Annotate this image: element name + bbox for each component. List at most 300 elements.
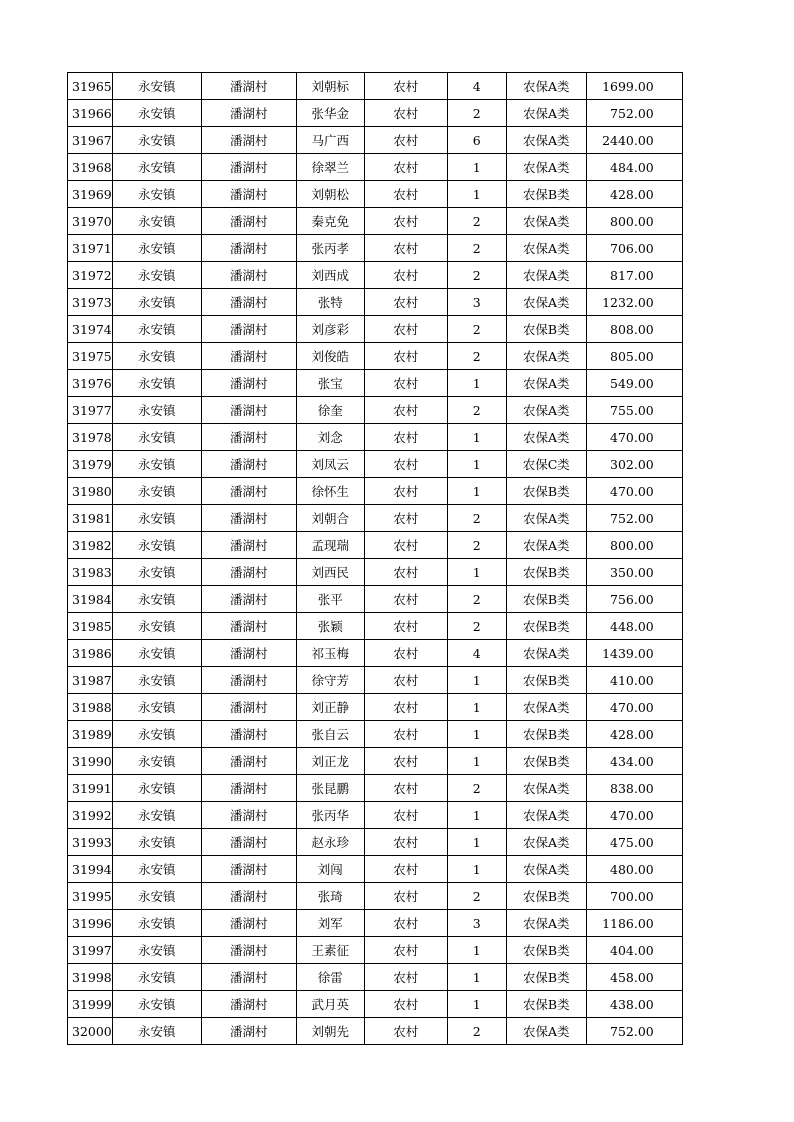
record-id-cell: 31989 xyxy=(68,721,113,748)
name-cell: 张昆鹏 xyxy=(296,775,364,802)
insurance-category-cell: 农保A类 xyxy=(506,127,586,154)
name-cell: 刘西成 xyxy=(296,262,364,289)
table-row xyxy=(68,694,683,721)
record-id-cell: 31983 xyxy=(68,559,113,586)
member-count-cell: 1 xyxy=(447,667,506,694)
village-cell: 潘湖村 xyxy=(201,937,296,964)
village-cell: 潘湖村 xyxy=(201,316,296,343)
member-count-cell: 1 xyxy=(447,694,506,721)
member-count-cell: 2 xyxy=(447,505,506,532)
village-cell: 潘湖村 xyxy=(201,262,296,289)
record-id-cell: 31995 xyxy=(68,883,113,910)
record-id-cell: 31998 xyxy=(68,964,113,991)
amount-cell: 800.00 xyxy=(586,532,682,559)
member-count-cell: 2 xyxy=(447,343,506,370)
household-type-cell: 农村 xyxy=(364,397,447,424)
record-id-cell: 31965 xyxy=(68,73,113,100)
name-cell: 祁玉梅 xyxy=(296,640,364,667)
name-cell: 武月英 xyxy=(296,991,364,1018)
town-cell: 永安镇 xyxy=(112,748,201,775)
name-cell: 徐奎 xyxy=(296,397,364,424)
town-cell: 永安镇 xyxy=(112,1018,201,1045)
insurance-category-cell: 农保A类 xyxy=(506,235,586,262)
town-cell: 永安镇 xyxy=(112,640,201,667)
table-row xyxy=(68,127,683,154)
record-id-cell: 31982 xyxy=(68,532,113,559)
household-type-cell: 农村 xyxy=(364,451,447,478)
insurance-category-cell: 农保A类 xyxy=(506,802,586,829)
name-cell: 刘朝先 xyxy=(296,1018,364,1045)
insurance-category-cell: 农保A类 xyxy=(506,370,586,397)
table-row xyxy=(68,964,683,991)
village-cell: 潘湖村 xyxy=(201,73,296,100)
insurance-category-cell: 农保A类 xyxy=(506,262,586,289)
record-id-cell: 31974 xyxy=(68,316,113,343)
town-cell: 永安镇 xyxy=(112,289,201,316)
amount-cell: 475.00 xyxy=(586,829,682,856)
village-cell: 潘湖村 xyxy=(201,424,296,451)
insurance-category-cell: 农保B类 xyxy=(506,667,586,694)
town-cell: 永安镇 xyxy=(112,613,201,640)
insurance-category-cell: 农保B类 xyxy=(506,991,586,1018)
town-cell: 永安镇 xyxy=(112,910,201,937)
amount-cell: 470.00 xyxy=(586,694,682,721)
table-row xyxy=(68,154,683,181)
member-count-cell: 6 xyxy=(447,127,506,154)
town-cell: 永安镇 xyxy=(112,802,201,829)
member-count-cell: 4 xyxy=(447,73,506,100)
name-cell: 张丙孝 xyxy=(296,235,364,262)
name-cell: 刘凤云 xyxy=(296,451,364,478)
table-row xyxy=(68,937,683,964)
record-id-cell: 31986 xyxy=(68,640,113,667)
insurance-category-cell: 农保A类 xyxy=(506,775,586,802)
table-row xyxy=(68,424,683,451)
amount-cell: 480.00 xyxy=(586,856,682,883)
village-cell: 潘湖村 xyxy=(201,883,296,910)
record-id-cell: 31973 xyxy=(68,289,113,316)
table-row xyxy=(68,586,683,613)
insurance-category-cell: 农保B类 xyxy=(506,613,586,640)
amount-cell: 817.00 xyxy=(586,262,682,289)
town-cell: 永安镇 xyxy=(112,991,201,1018)
insurance-category-cell: 农保B类 xyxy=(506,964,586,991)
amount-cell: 752.00 xyxy=(586,505,682,532)
table-row xyxy=(68,883,683,910)
town-cell: 永安镇 xyxy=(112,424,201,451)
village-cell: 潘湖村 xyxy=(201,640,296,667)
insurance-category-cell: 农保B类 xyxy=(506,586,586,613)
name-cell: 张颖 xyxy=(296,613,364,640)
household-type-cell: 农村 xyxy=(364,748,447,775)
village-cell: 潘湖村 xyxy=(201,478,296,505)
village-cell: 潘湖村 xyxy=(201,964,296,991)
amount-cell: 2440.00 xyxy=(586,127,682,154)
record-id-cell: 31988 xyxy=(68,694,113,721)
name-cell: 刘正龙 xyxy=(296,748,364,775)
household-type-cell: 农村 xyxy=(364,694,447,721)
village-cell: 潘湖村 xyxy=(201,586,296,613)
member-count-cell: 1 xyxy=(447,856,506,883)
village-cell: 潘湖村 xyxy=(201,775,296,802)
record-id-cell: 31997 xyxy=(68,937,113,964)
record-id-cell: 31977 xyxy=(68,397,113,424)
town-cell: 永安镇 xyxy=(112,667,201,694)
member-count-cell: 1 xyxy=(447,802,506,829)
name-cell: 刘俊皓 xyxy=(296,343,364,370)
household-type-cell: 农村 xyxy=(364,343,447,370)
amount-cell: 410.00 xyxy=(586,667,682,694)
town-cell: 永安镇 xyxy=(112,505,201,532)
table-row xyxy=(68,748,683,775)
village-cell: 潘湖村 xyxy=(201,721,296,748)
record-id-cell: 31980 xyxy=(68,478,113,505)
amount-cell: 470.00 xyxy=(586,424,682,451)
table-row xyxy=(68,73,683,100)
record-id-cell: 31971 xyxy=(68,235,113,262)
name-cell: 张平 xyxy=(296,586,364,613)
town-cell: 永安镇 xyxy=(112,559,201,586)
table-row xyxy=(68,532,683,559)
amount-cell: 838.00 xyxy=(586,775,682,802)
name-cell: 赵永珍 xyxy=(296,829,364,856)
amount-cell: 448.00 xyxy=(586,613,682,640)
amount-cell: 549.00 xyxy=(586,370,682,397)
household-type-cell: 农村 xyxy=(364,505,447,532)
household-type-cell: 农村 xyxy=(364,1018,447,1045)
table-row xyxy=(68,100,683,127)
village-cell: 潘湖村 xyxy=(201,181,296,208)
member-count-cell: 2 xyxy=(447,397,506,424)
name-cell: 张琦 xyxy=(296,883,364,910)
insurance-category-cell: 农保A类 xyxy=(506,343,586,370)
record-id-cell: 31991 xyxy=(68,775,113,802)
name-cell: 张特 xyxy=(296,289,364,316)
table-row xyxy=(68,478,683,505)
record-id-cell: 31993 xyxy=(68,829,113,856)
village-cell: 潘湖村 xyxy=(201,910,296,937)
record-id-cell: 31976 xyxy=(68,370,113,397)
insurance-category-cell: 农保A类 xyxy=(506,73,586,100)
name-cell: 徐翠兰 xyxy=(296,154,364,181)
name-cell: 孟现瑞 xyxy=(296,532,364,559)
amount-cell: 700.00 xyxy=(586,883,682,910)
town-cell: 永安镇 xyxy=(112,721,201,748)
insurance-category-cell: 农保B类 xyxy=(506,883,586,910)
name-cell: 徐雷 xyxy=(296,964,364,991)
table-row xyxy=(68,289,683,316)
town-cell: 永安镇 xyxy=(112,856,201,883)
insurance-category-cell: 农保B类 xyxy=(506,316,586,343)
household-type-cell: 农村 xyxy=(364,181,447,208)
table-row xyxy=(68,1018,683,1045)
town-cell: 永安镇 xyxy=(112,883,201,910)
member-count-cell: 1 xyxy=(447,370,506,397)
record-id-cell: 31999 xyxy=(68,991,113,1018)
table-row xyxy=(68,856,683,883)
village-cell: 潘湖村 xyxy=(201,127,296,154)
name-cell: 徐怀生 xyxy=(296,478,364,505)
record-id-cell: 31966 xyxy=(68,100,113,127)
town-cell: 永安镇 xyxy=(112,775,201,802)
insurance-category-cell: 农保A类 xyxy=(506,397,586,424)
member-count-cell: 3 xyxy=(447,289,506,316)
member-count-cell: 1 xyxy=(447,478,506,505)
table-row xyxy=(68,316,683,343)
member-count-cell: 1 xyxy=(447,748,506,775)
household-type-cell: 农村 xyxy=(364,829,447,856)
village-cell: 潘湖村 xyxy=(201,748,296,775)
village-cell: 潘湖村 xyxy=(201,505,296,532)
household-type-cell: 农村 xyxy=(364,721,447,748)
town-cell: 永安镇 xyxy=(112,964,201,991)
insurance-category-cell: 农保B类 xyxy=(506,937,586,964)
village-cell: 潘湖村 xyxy=(201,397,296,424)
insurance-category-cell: 农保A类 xyxy=(506,1018,586,1045)
table-row xyxy=(68,775,683,802)
table-row xyxy=(68,721,683,748)
town-cell: 永安镇 xyxy=(112,532,201,559)
insurance-category-cell: 农保B类 xyxy=(506,748,586,775)
name-cell: 刘念 xyxy=(296,424,364,451)
member-count-cell: 1 xyxy=(447,721,506,748)
village-cell: 潘湖村 xyxy=(201,1018,296,1045)
village-cell: 潘湖村 xyxy=(201,235,296,262)
record-id-cell: 31975 xyxy=(68,343,113,370)
table-row xyxy=(68,181,683,208)
household-type-cell: 农村 xyxy=(364,289,447,316)
name-cell: 刘军 xyxy=(296,910,364,937)
member-count-cell: 1 xyxy=(447,829,506,856)
table-row xyxy=(68,235,683,262)
record-id-cell: 31970 xyxy=(68,208,113,235)
data-table xyxy=(67,72,683,1045)
town-cell: 永安镇 xyxy=(112,397,201,424)
household-type-cell: 农村 xyxy=(364,667,447,694)
household-type-cell: 农村 xyxy=(364,532,447,559)
village-cell: 潘湖村 xyxy=(201,154,296,181)
table-row xyxy=(68,397,683,424)
village-cell: 潘湖村 xyxy=(201,208,296,235)
member-count-cell: 1 xyxy=(447,964,506,991)
village-cell: 潘湖村 xyxy=(201,343,296,370)
table-row xyxy=(68,559,683,586)
town-cell: 永安镇 xyxy=(112,235,201,262)
household-type-cell: 农村 xyxy=(364,478,447,505)
table-row xyxy=(68,640,683,667)
household-type-cell: 农村 xyxy=(364,640,447,667)
member-count-cell: 1 xyxy=(447,181,506,208)
town-cell: 永安镇 xyxy=(112,181,201,208)
member-count-cell: 2 xyxy=(447,586,506,613)
member-count-cell: 2 xyxy=(447,775,506,802)
table-row xyxy=(68,991,683,1018)
amount-cell: 808.00 xyxy=(586,316,682,343)
amount-cell: 302.00 xyxy=(586,451,682,478)
household-type-cell: 农村 xyxy=(364,586,447,613)
amount-cell: 1232.00 xyxy=(586,289,682,316)
table-row xyxy=(68,910,683,937)
insurance-category-cell: 农保A类 xyxy=(506,424,586,451)
household-type-cell: 农村 xyxy=(364,883,447,910)
household-type-cell: 农村 xyxy=(364,262,447,289)
member-count-cell: 2 xyxy=(447,613,506,640)
member-count-cell: 1 xyxy=(447,991,506,1018)
amount-cell: 428.00 xyxy=(586,721,682,748)
village-cell: 潘湖村 xyxy=(201,829,296,856)
table-row xyxy=(68,613,683,640)
town-cell: 永安镇 xyxy=(112,127,201,154)
village-cell: 潘湖村 xyxy=(201,559,296,586)
record-id-cell: 31984 xyxy=(68,586,113,613)
member-count-cell: 2 xyxy=(447,532,506,559)
household-type-cell: 农村 xyxy=(364,991,447,1018)
member-count-cell: 3 xyxy=(447,910,506,937)
insurance-category-cell: 农保A类 xyxy=(506,100,586,127)
table-row xyxy=(68,505,683,532)
household-type-cell: 农村 xyxy=(364,802,447,829)
record-id-cell: 31969 xyxy=(68,181,113,208)
household-type-cell: 农村 xyxy=(364,775,447,802)
name-cell: 张自云 xyxy=(296,721,364,748)
amount-cell: 350.00 xyxy=(586,559,682,586)
record-id-cell: 32000 xyxy=(68,1018,113,1045)
amount-cell: 706.00 xyxy=(586,235,682,262)
amount-cell: 1439.00 xyxy=(586,640,682,667)
household-type-cell: 农村 xyxy=(364,370,447,397)
member-count-cell: 2 xyxy=(447,208,506,235)
name-cell: 张华金 xyxy=(296,100,364,127)
town-cell: 永安镇 xyxy=(112,937,201,964)
amount-cell: 438.00 xyxy=(586,991,682,1018)
village-cell: 潘湖村 xyxy=(201,667,296,694)
household-type-cell: 农村 xyxy=(364,856,447,883)
town-cell: 永安镇 xyxy=(112,694,201,721)
town-cell: 永安镇 xyxy=(112,343,201,370)
table-row xyxy=(68,208,683,235)
member-count-cell: 2 xyxy=(447,262,506,289)
amount-cell: 752.00 xyxy=(586,1018,682,1045)
record-id-cell: 31978 xyxy=(68,424,113,451)
town-cell: 永安镇 xyxy=(112,451,201,478)
town-cell: 永安镇 xyxy=(112,829,201,856)
insurance-category-cell: 农保A类 xyxy=(506,694,586,721)
member-count-cell: 2 xyxy=(447,883,506,910)
name-cell: 刘闯 xyxy=(296,856,364,883)
record-id-cell: 31981 xyxy=(68,505,113,532)
insurance-category-cell: 农保B类 xyxy=(506,721,586,748)
insurance-category-cell: 农保C类 xyxy=(506,451,586,478)
record-id-cell: 31992 xyxy=(68,802,113,829)
household-type-cell: 农村 xyxy=(364,316,447,343)
table-row xyxy=(68,451,683,478)
village-cell: 潘湖村 xyxy=(201,802,296,829)
town-cell: 永安镇 xyxy=(112,370,201,397)
amount-cell: 470.00 xyxy=(586,478,682,505)
amount-cell: 805.00 xyxy=(586,343,682,370)
table-row xyxy=(68,802,683,829)
household-type-cell: 农村 xyxy=(364,613,447,640)
name-cell: 刘朝标 xyxy=(296,73,364,100)
table-row xyxy=(68,829,683,856)
household-type-cell: 农村 xyxy=(364,964,447,991)
town-cell: 永安镇 xyxy=(112,73,201,100)
record-id-cell: 31990 xyxy=(68,748,113,775)
insurance-category-cell: 农保A类 xyxy=(506,856,586,883)
record-id-cell: 31985 xyxy=(68,613,113,640)
village-cell: 潘湖村 xyxy=(201,451,296,478)
insurance-category-cell: 农保A类 xyxy=(506,910,586,937)
village-cell: 潘湖村 xyxy=(201,613,296,640)
amount-cell: 470.00 xyxy=(586,802,682,829)
insurance-category-cell: 农保B类 xyxy=(506,181,586,208)
name-cell: 马广西 xyxy=(296,127,364,154)
record-id-cell: 31972 xyxy=(68,262,113,289)
name-cell: 刘彦彩 xyxy=(296,316,364,343)
amount-cell: 755.00 xyxy=(586,397,682,424)
amount-cell: 800.00 xyxy=(586,208,682,235)
town-cell: 永安镇 xyxy=(112,586,201,613)
insurance-category-cell: 农保B类 xyxy=(506,559,586,586)
member-count-cell: 1 xyxy=(447,424,506,451)
table-row xyxy=(68,262,683,289)
insurance-category-cell: 农保A类 xyxy=(506,505,586,532)
insurance-category-cell: 农保A类 xyxy=(506,289,586,316)
village-cell: 潘湖村 xyxy=(201,856,296,883)
amount-cell: 1699.00 xyxy=(586,73,682,100)
amount-cell: 752.00 xyxy=(586,100,682,127)
household-type-cell: 农村 xyxy=(364,100,447,127)
name-cell: 秦克免 xyxy=(296,208,364,235)
insurance-category-cell: 农保A类 xyxy=(506,532,586,559)
town-cell: 永安镇 xyxy=(112,100,201,127)
household-type-cell: 农村 xyxy=(364,127,447,154)
amount-cell: 458.00 xyxy=(586,964,682,991)
name-cell: 刘西民 xyxy=(296,559,364,586)
insurance-category-cell: 农保A类 xyxy=(506,640,586,667)
table-body xyxy=(68,73,683,1045)
name-cell: 徐守芳 xyxy=(296,667,364,694)
member-count-cell: 1 xyxy=(447,937,506,964)
table-row xyxy=(68,667,683,694)
town-cell: 永安镇 xyxy=(112,208,201,235)
record-id-cell: 31996 xyxy=(68,910,113,937)
member-count-cell: 4 xyxy=(447,640,506,667)
household-type-cell: 农村 xyxy=(364,208,447,235)
household-type-cell: 农村 xyxy=(364,559,447,586)
member-count-cell: 1 xyxy=(447,451,506,478)
village-cell: 潘湖村 xyxy=(201,370,296,397)
village-cell: 潘湖村 xyxy=(201,532,296,559)
village-cell: 潘湖村 xyxy=(201,100,296,127)
amount-cell: 1186.00 xyxy=(586,910,682,937)
household-type-cell: 农村 xyxy=(364,235,447,262)
amount-cell: 428.00 xyxy=(586,181,682,208)
town-cell: 永安镇 xyxy=(112,262,201,289)
record-id-cell: 31968 xyxy=(68,154,113,181)
village-cell: 潘湖村 xyxy=(201,289,296,316)
record-id-cell: 31967 xyxy=(68,127,113,154)
name-cell: 刘朝合 xyxy=(296,505,364,532)
name-cell: 刘朝松 xyxy=(296,181,364,208)
amount-cell: 756.00 xyxy=(586,586,682,613)
insurance-category-cell: 农保A类 xyxy=(506,208,586,235)
record-id-cell: 31987 xyxy=(68,667,113,694)
name-cell: 刘正静 xyxy=(296,694,364,721)
member-count-cell: 2 xyxy=(447,1018,506,1045)
insurance-category-cell: 农保B类 xyxy=(506,478,586,505)
name-cell: 张宝 xyxy=(296,370,364,397)
